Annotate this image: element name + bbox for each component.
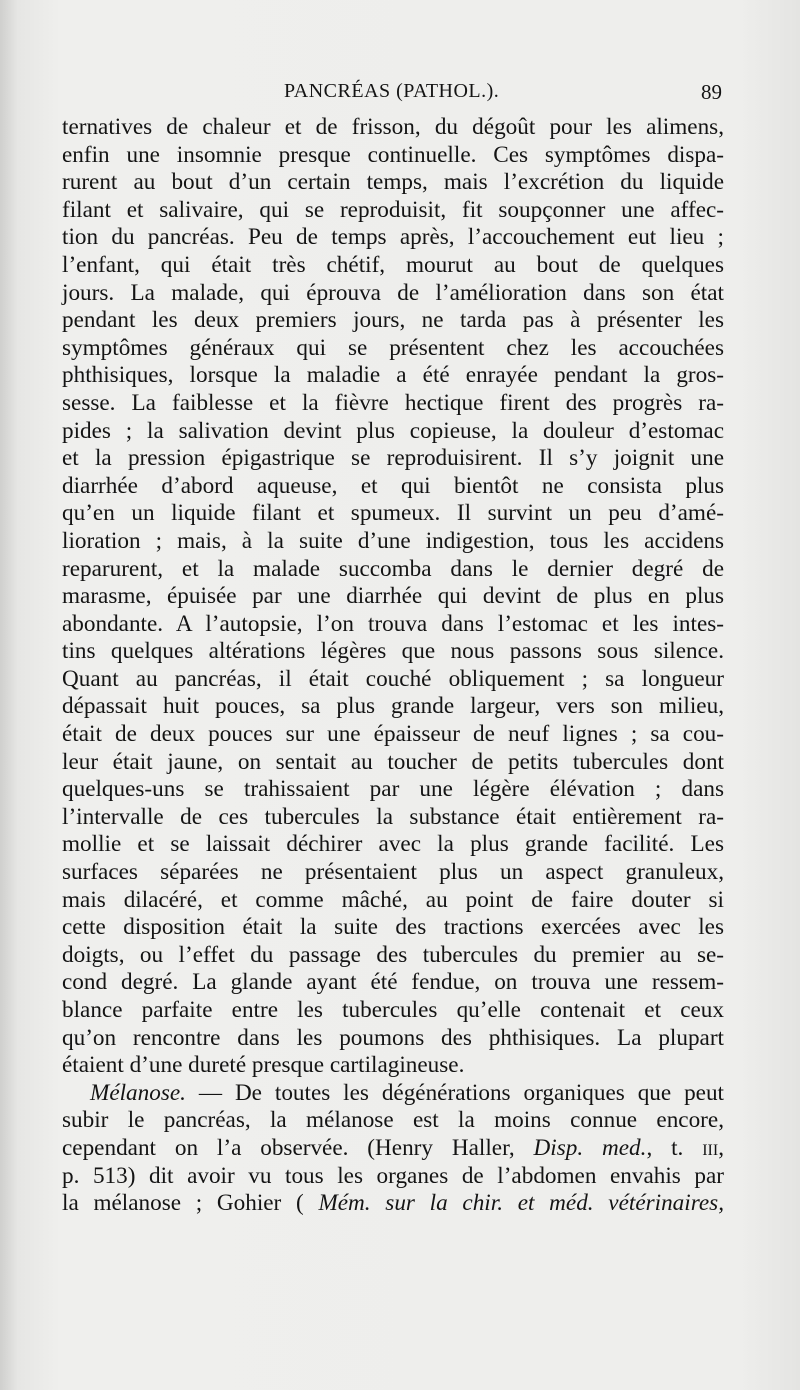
text-line: diarrhée d’abord aqueuse, et qui bientôt ne consista plus bbox=[62, 472, 724, 499]
text-line: leur était jaune, on sentait au toucher de petits tubercules dont bbox=[62, 748, 724, 775]
text-line: cette disposition était la suite des tractions exercées avec les bbox=[62, 914, 724, 941]
page-number: 89 bbox=[701, 80, 722, 104]
body-text bbox=[62, 114, 724, 1218]
text-line: jours. La malade, qui éprouva de l’amélioration dans son état bbox=[62, 279, 724, 306]
text-line: reparurent, et la malade succomba dans le dernier degré de bbox=[62, 555, 724, 582]
text-line: était de deux pouces sur une épaisseur de neuf lignes ; sa cou- bbox=[62, 721, 724, 748]
text-line: p. 513) dit avoir vu tous les organes de l’abdomen envahis par bbox=[62, 1162, 724, 1189]
citation-title: Mém. sur la chir. et méd. vétérinaires, bbox=[318, 1190, 724, 1217]
text-line: marasme, épuisée par une diarrhée qui devint de plus en plus bbox=[62, 583, 724, 610]
text-line: et la pression épigastrique se reproduisirent. Il s’y joignit une bbox=[62, 445, 724, 472]
text-line: subir le pancréas, la mélanose est la moins connue encore, bbox=[62, 1107, 724, 1134]
text-span: la mélanose ; Gohier ( bbox=[62, 1190, 319, 1217]
text-line: tion du pancréas. Peu de temps après, l’accouchement eut lieu ; bbox=[62, 224, 724, 251]
text-span: , bbox=[718, 1134, 724, 1161]
text-line: abondante. A l’autopsie, l’on trouva dans l’estomac et les intes- bbox=[62, 610, 724, 637]
section-heading: Mélanose. bbox=[90, 1079, 186, 1106]
text-span: — De toutes les dégénérations organiques que peut bbox=[185, 1079, 724, 1106]
text-line: Quant au pancréas, il était couché obliquement ; sa longueur bbox=[62, 665, 724, 692]
text-line: ternatives de chaleur et de frisson, du dégoût pour les alimens, bbox=[62, 114, 724, 140]
text-line: qu’on rencontre dans les poumons des phthisiques. La plupart bbox=[62, 1024, 724, 1051]
text-line: filant et salivaire, qui se reproduisit, fit soupçonner une affec- bbox=[62, 196, 724, 223]
text-line: symptômes généraux qui se présentent chez les accouchées bbox=[62, 334, 724, 361]
volume-numeral: iii bbox=[702, 1134, 719, 1161]
text-line: l’intervalle de ces tubercules la substance était entièrement ra- bbox=[62, 803, 724, 830]
text-line: l’enfant, qui était très chétif, mourut au bout de quelques bbox=[62, 251, 724, 278]
running-title-main: PANCRÉAS bbox=[284, 80, 391, 102]
citation-title: Disp. med. bbox=[533, 1134, 647, 1161]
running-title-suffix: (PATHOL.). bbox=[390, 80, 500, 102]
text-line: surfaces séparées ne présentaient plus un aspect granuleux, bbox=[62, 859, 724, 886]
case-paragraph bbox=[62, 114, 724, 1080]
melanose-paragraph bbox=[62, 1080, 724, 1218]
text-line: pendant les deux premiers jours, ne tarda pas à présenter les bbox=[62, 307, 724, 334]
text-line: mais dilacéré, et comme mâché, au point de faire douter si bbox=[62, 886, 724, 913]
text-line: sesse. La faiblesse et la fièvre hectique firent des progrès ra- bbox=[62, 389, 724, 416]
text-line: mollie et se laissait déchirer avec la plus grande facilité. Les bbox=[62, 831, 724, 858]
text-line: dépassait huit pouces, sa plus grande largeur, vers son milieu, bbox=[62, 693, 724, 720]
text-line: étaient d’une dureté presque cartilagineuse. bbox=[62, 1052, 465, 1079]
text-line: lioration ; mais, à la suite d’une indigestion, tous les accidens bbox=[62, 527, 724, 554]
text-line: tins quelques altérations légères que nous passons sous silence. bbox=[62, 638, 724, 665]
text-line: quelques-uns se trahissaient par une légère élévation ; dans bbox=[62, 776, 724, 803]
text-line: blance parfaite entre les tubercules qu’elle contenait et ceux bbox=[62, 997, 724, 1023]
text-line bbox=[62, 1135, 724, 1163]
text-line: pides ; la salivation devint plus copieuse, la douleur d’estomac bbox=[62, 417, 724, 444]
text-line: doigts, ou l’effet du passage des tubercules du premier au se- bbox=[62, 941, 724, 968]
page-header bbox=[62, 80, 722, 114]
text-line bbox=[62, 1190, 724, 1218]
text-line: qu’en un liquide filant et spumeux. Il survint un peu d’amé- bbox=[62, 500, 724, 527]
text-line: cond degré. La glande ayant été fendue, on trouva une ressem- bbox=[62, 969, 724, 996]
text-line bbox=[62, 1080, 724, 1108]
text-line: rurent au bout d’un certain temps, mais l’excrétion du liquide bbox=[62, 169, 724, 196]
text-line: enfin une insomnie presque continuelle. Ces symptômes dispa- bbox=[62, 141, 724, 168]
running-title bbox=[284, 80, 499, 103]
text-span: , t. bbox=[646, 1134, 703, 1161]
text-span: cependant on l’a observée. (Henry Haller, bbox=[62, 1134, 534, 1161]
text-line: phthisiques, lorsque la maladie a été enrayée pendant la gros- bbox=[62, 362, 724, 389]
